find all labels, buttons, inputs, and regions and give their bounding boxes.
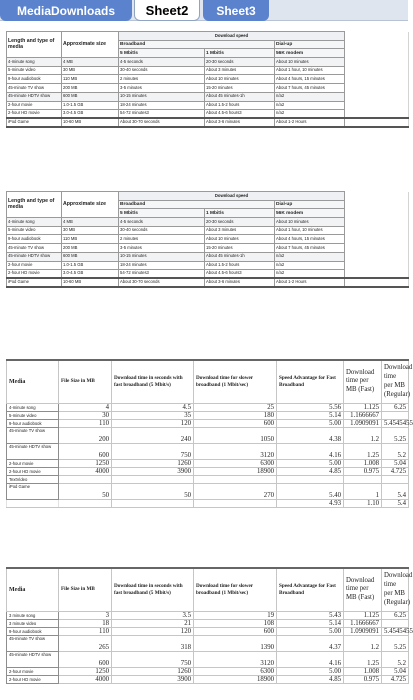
- cell-file-size: 110: [59, 627, 112, 635]
- cell-fast-per-mb: 1.2: [344, 635, 382, 651]
- cell-fast-per-mb: 1.1666667: [344, 619, 382, 627]
- cell-speed-advantage: 5.14: [277, 411, 344, 419]
- cell-fast-per-mb: 1.1666667: [344, 411, 382, 419]
- cell-slow-time: 1390: [194, 635, 277, 651]
- table-row: [7, 110, 409, 119]
- cell-file-size: 265: [59, 635, 112, 651]
- cell-slow-time: 108: [194, 619, 277, 627]
- cell-media: 2-hour HD movie: [7, 675, 59, 683]
- cell-speed-advantage: 4.38: [277, 427, 344, 443]
- cell-media: 45-minute HDTV show: [7, 651, 59, 667]
- cell-media: 2-hour movie: [7, 459, 59, 467]
- cell-size: 4 MB: [62, 218, 119, 227]
- table-row: [7, 403, 409, 411]
- cell-1mbit: 15-20 minutes: [205, 84, 275, 93]
- header-regular-per-mb: Download time per MB (Regular): [382, 360, 409, 403]
- table-row: [7, 218, 409, 227]
- cell-speed-advantage: 5.56: [277, 403, 344, 411]
- cell-empty: [345, 84, 409, 93]
- cell-empty: [345, 226, 409, 235]
- cell-size: 110 MB: [62, 75, 119, 84]
- cell-size: 3.0-4.5 GB: [62, 270, 119, 279]
- header-media: Media: [7, 568, 59, 611]
- cell-file-size: 4000: [59, 467, 112, 475]
- cell-fast-time: 120: [112, 627, 194, 635]
- cell-speed-advantage: 4.37: [277, 635, 344, 651]
- header-1mbit: 1 Mbit/s: [205, 49, 275, 58]
- cell-1mbit: About 1.5-2 hours: [205, 101, 275, 110]
- cell-fast-per-mb: 1.0909091: [344, 419, 382, 427]
- cell-fast-per-mb: 1.2: [344, 427, 382, 443]
- cell-media: 4-minute song: [7, 58, 62, 67]
- cell-media: 4-minute song: [7, 403, 59, 411]
- table-row: [7, 235, 409, 244]
- table-row: [7, 84, 409, 93]
- cell-5mbit: 30-40 seconds: [119, 66, 205, 75]
- cell-size: 600 MB: [62, 92, 119, 101]
- cell-slow-time: 3120: [194, 443, 277, 459]
- cell-fast-time: 21: [112, 619, 194, 627]
- table-row: [7, 651, 409, 667]
- header-5mbit: 5 Mbit/s: [119, 49, 205, 58]
- header-broadband: Broadband: [119, 40, 275, 49]
- cell-56k: About 7 hours, 45 minutes: [275, 84, 345, 93]
- cell-5mbit: 3-5 minutes: [119, 84, 205, 93]
- calculation-table-2: [6, 567, 413, 684]
- cell-empty: [345, 218, 409, 227]
- cell-5mbit: 18-24 minutes: [119, 261, 205, 270]
- cell-media: 2-hour movie: [7, 667, 59, 675]
- cell-speed-advantage: 5.00: [277, 419, 344, 427]
- cell-5mbit: 4-5 seconds: [119, 218, 205, 227]
- cell-regular-per-mb: 6.25: [382, 611, 409, 619]
- cell-fast-per-mb: 1.125: [344, 403, 382, 411]
- cell-empty: [345, 101, 409, 110]
- cell-fast-per-mb: 1.25: [344, 443, 382, 459]
- cell-1mbit: About 3-6 minutes: [205, 278, 275, 287]
- cell-fast-time: 50: [112, 483, 194, 499]
- header-dialup: Dial-up: [275, 40, 345, 49]
- cell-1mbit: About 4.5-6 hours3: [205, 270, 275, 279]
- cell-56k: About 4 hours, 15 minutes: [275, 75, 345, 84]
- sheet-tab-bar: [0, 0, 408, 21]
- cell-56k: About 1-2 Hours: [275, 118, 345, 127]
- cell-5mbit: 10-15 minutes: [119, 252, 205, 261]
- cell-56k: n/a2: [275, 252, 345, 261]
- cell-empty: [345, 58, 409, 67]
- cell-size: 1.0-1.5 GB: [62, 261, 119, 270]
- table-row: [7, 252, 409, 261]
- cell-file-size: 50: [59, 483, 112, 499]
- cell-speed-advantage: [277, 475, 344, 483]
- cell-56k: About 1 hour, 10 minutes: [275, 66, 345, 75]
- cell-media: 9-hour audiobook: [7, 75, 62, 84]
- header-fast-time: Download time in seconds with fast broadband (5 Mbit/s): [112, 360, 194, 403]
- header-approx-size: Approximate size: [62, 192, 119, 218]
- table-row: [7, 427, 409, 443]
- cell-media: 2-hour movie: [7, 101, 62, 110]
- cell-media: 5-minute video: [7, 411, 59, 419]
- cell-regular-per-mb: 5.4545455: [382, 419, 409, 427]
- cell-empty: [345, 110, 409, 119]
- cell-regular-per-mb: 5.25: [382, 635, 409, 651]
- tab-sheet2[interactable]: Sheet2: [134, 0, 200, 21]
- header-download-speed: Download speed: [119, 192, 345, 201]
- cell-fast-per-mb: 0.975: [344, 467, 382, 475]
- cell-media: 5-minute video: [7, 226, 62, 235]
- cell-56k: n/a2: [275, 92, 345, 101]
- cell-media: 3 minute video: [7, 619, 59, 627]
- cell-empty: [345, 244, 409, 253]
- cell-fast-time: 750: [112, 443, 194, 459]
- cell-regular-per-mb: 6.25: [382, 403, 409, 411]
- cell-fast-per-mb: 1.125: [344, 611, 382, 619]
- cell-speed-advantage: 5.00: [277, 667, 344, 675]
- table-row: [7, 483, 409, 499]
- cell-size: 200 MB: [62, 84, 119, 93]
- header-approx-size: Approximate size: [62, 32, 119, 58]
- cell-file-size: 200: [59, 427, 112, 443]
- cell-size: 10-60 MB: [62, 278, 119, 287]
- cell-fast-time: 1260: [112, 667, 194, 675]
- cell-regular-per-mb: 4.725: [382, 467, 409, 475]
- table-row: [7, 66, 409, 75]
- cell-file-size: 1250: [59, 459, 112, 467]
- cell-empty: [345, 261, 409, 270]
- cell-media: 2-hour HD movie: [7, 110, 62, 119]
- cell-size: 30 MB: [62, 66, 119, 75]
- cell-fast-per-mb: 1.008: [344, 459, 382, 467]
- header-broadband: Broadband: [119, 200, 275, 209]
- header-slow-time: Download time for slower broadband (1 Mbit/sec): [194, 360, 277, 403]
- header-speed-advantage: Speed Advantage for Fast Broadband: [277, 360, 344, 403]
- cell-5mbit: 3-5 minutes: [119, 244, 205, 253]
- cell-file-size: 600: [59, 651, 112, 667]
- cell-fast-per-mb: [344, 475, 382, 483]
- cell-media: iPod Game: [7, 118, 62, 127]
- cell-media: 9-hour audiobook: [7, 235, 62, 244]
- cell-slow-time: 6300: [194, 667, 277, 675]
- cell-speed-advantage: 5.00: [277, 627, 344, 635]
- header-5mbit: 5 Mbit/s: [119, 209, 205, 218]
- cell-1mbit: About 45 minutes-1h: [205, 252, 275, 261]
- cell-1mbit: 20-30 seconds: [205, 218, 275, 227]
- cell-regular-per-mb: 5.2: [382, 651, 409, 667]
- cell-media: 45-minute HDTV show: [7, 252, 62, 261]
- cell-fast-time: 120: [112, 419, 194, 427]
- cell-empty: [345, 278, 409, 287]
- cell-file-size: 4000: [59, 675, 112, 683]
- cell-5mbit: 2 minutes: [119, 75, 205, 84]
- cell-56k: About 10 minutes: [275, 218, 345, 227]
- cell-regular-per-mb: 5.04: [382, 667, 409, 675]
- cell-media: 3 minute song: [7, 611, 59, 619]
- cell-slow-time: [194, 499, 277, 507]
- cell-56k: n/a2: [275, 270, 345, 279]
- cell-empty: [345, 235, 409, 244]
- cell-media: 45-minute TV show: [7, 427, 59, 443]
- cell-fast-per-mb: 0.975: [344, 675, 382, 683]
- table-row: [7, 619, 409, 627]
- cell-fast-per-mb: 1.25: [344, 651, 382, 667]
- table-row: [7, 261, 409, 270]
- cell-slow-time: 6300: [194, 459, 277, 467]
- cell-speed-advantage: 5.40: [277, 483, 344, 499]
- table-row: [7, 226, 409, 235]
- tab-mediadownloads[interactable]: MediaDownloads: [0, 0, 132, 21]
- cell-fast-per-mb: 1.10: [344, 499, 382, 507]
- cell-5mbit: 54-72 minutes3: [119, 270, 205, 279]
- cell-media: TextVideo: [7, 475, 59, 483]
- header-regular-per-mb: Download time per MB (Regular): [382, 568, 409, 611]
- header-56k: 56K modem: [275, 49, 345, 58]
- cell-size: 110 MB: [62, 235, 119, 244]
- cell-speed-advantage: 5.00: [277, 459, 344, 467]
- cell-media: 9-hour audiobook: [7, 627, 59, 635]
- cell-fast-per-mb: 1.0909091: [344, 627, 382, 635]
- cell-1mbit: 15-20 minutes: [205, 244, 275, 253]
- cell-5mbit: 4-5 seconds: [119, 58, 205, 67]
- cell-fast-time: 3900: [112, 467, 194, 475]
- cell-56k: About 10 minutes: [275, 58, 345, 67]
- cell-1mbit: 20-30 seconds: [205, 58, 275, 67]
- cell-fast-time: 1260: [112, 459, 194, 467]
- cell-empty: [345, 66, 409, 75]
- table-row: [7, 270, 409, 279]
- cell-fast-time: 4.5: [112, 403, 194, 411]
- cell-regular-per-mb: 5.25: [382, 427, 409, 443]
- table-row: [7, 635, 409, 651]
- cell-1mbit: About 1.5-2 hours: [205, 261, 275, 270]
- cell-slow-time: 270: [194, 483, 277, 499]
- cell-fast-time: 240: [112, 427, 194, 443]
- cell-file-size: 4: [59, 403, 112, 411]
- cell-5mbit: 18-24 minutes: [119, 101, 205, 110]
- cell-fast-time: 3900: [112, 675, 194, 683]
- cell-size: 30 MB: [62, 226, 119, 235]
- header-speed-advantage: Speed Advantage for Fast Broadband: [277, 568, 344, 611]
- cell-media: [7, 499, 59, 507]
- cell-size: 4 MB: [62, 58, 119, 67]
- cell-media: 45-minute HDTV show: [7, 443, 59, 459]
- header-dialup: Dial-up: [275, 200, 345, 209]
- cell-slow-time: 18900: [194, 467, 277, 475]
- cell-speed-advantage: 4.85: [277, 675, 344, 683]
- header-1mbit: 1 Mbit/s: [205, 209, 275, 218]
- cell-1mbit: About 10 minutes: [205, 235, 275, 244]
- header-slow-time: Download time for slower broadband (1 Mbit/sec): [194, 568, 277, 611]
- cell-1mbit: About 3 minutes: [205, 66, 275, 75]
- cell-media: iPod Game: [7, 483, 59, 499]
- cell-slow-time: 1050: [194, 427, 277, 443]
- cell-media: 9-hour audiobook: [7, 419, 59, 427]
- cell-56k: About 1 hour, 10 minutes: [275, 226, 345, 235]
- cell-slow-time: 3120: [194, 651, 277, 667]
- cell-file-size: 30: [59, 411, 112, 419]
- cell-media: 45-minute TV show: [7, 635, 59, 651]
- cell-slow-time: 600: [194, 627, 277, 635]
- cell-size: 600 MB: [62, 252, 119, 261]
- cell-regular-per-mb: 5.4: [382, 499, 409, 507]
- cell-56k: n/a2: [275, 101, 345, 110]
- cell-speed-advantage: 5.14: [277, 619, 344, 627]
- table-row: [7, 118, 409, 127]
- cell-file-size: [59, 499, 112, 507]
- cell-speed-advantage: 4.93: [277, 499, 344, 507]
- cell-speed-advantage: 5.43: [277, 611, 344, 619]
- table-row: [7, 92, 409, 101]
- reference-table-2: [6, 191, 409, 288]
- cell-size: 3.0-4.5 GB: [62, 110, 119, 119]
- cell-regular-per-mb: 5.04: [382, 459, 409, 467]
- header-fast-per-mb: Download time per MB (Fast): [344, 360, 382, 403]
- cell-56k: n/a2: [275, 261, 345, 270]
- cell-empty: [345, 118, 409, 127]
- cell-regular-per-mb: 5.4: [382, 483, 409, 499]
- header-media: Media: [7, 360, 59, 403]
- cell-1mbit: About 10 minutes: [205, 75, 275, 84]
- cell-fast-time: 35: [112, 411, 194, 419]
- cell-5mbit: About 30-70 seconds: [119, 118, 205, 127]
- cell-empty: [345, 75, 409, 84]
- cell-file-size: 18: [59, 619, 112, 627]
- cell-file-size: 110: [59, 419, 112, 427]
- cell-56k: About 7 hours, 45 minutes: [275, 244, 345, 253]
- cell-size: 10-60 MB: [62, 118, 119, 127]
- header-file-size: File Size in MB: [59, 568, 112, 611]
- cell-file-size: 1250: [59, 667, 112, 675]
- cell-regular-per-mb: [382, 475, 409, 483]
- cell-fast-time: [112, 499, 194, 507]
- table-row: [7, 58, 409, 67]
- table-row: [7, 611, 409, 619]
- table-row: [7, 675, 409, 683]
- cell-file-size: 3: [59, 611, 112, 619]
- table-row: [7, 475, 409, 483]
- cell-empty: [345, 270, 409, 279]
- calculation-table-1: [6, 359, 413, 508]
- cell-5mbit: 2 minutes: [119, 235, 205, 244]
- cell-speed-advantage: 4.85: [277, 467, 344, 475]
- cell-empty: [345, 252, 409, 261]
- cell-fast-time: [112, 475, 194, 483]
- table-row: [7, 75, 409, 84]
- cell-56k: n/a2: [275, 110, 345, 119]
- header-file-size: File Size in MB: [59, 360, 112, 403]
- table-row: [7, 627, 409, 635]
- cell-1mbit: About 3 minutes: [205, 226, 275, 235]
- cell-fast-time: 750: [112, 651, 194, 667]
- tab-sheet3[interactable]: Sheet3: [203, 0, 269, 21]
- cell-regular-per-mb: 5.4545455: [382, 627, 409, 635]
- cell-regular-per-mb: 4.725: [382, 675, 409, 683]
- table-row: [7, 411, 409, 419]
- cell-56k: About 4 hours, 15 minutes: [275, 235, 345, 244]
- table-row: [7, 101, 409, 110]
- header-fast-per-mb: Download time per MB (Fast): [344, 568, 382, 611]
- cell-size: 1.0-1.5 GB: [62, 101, 119, 110]
- cell-5mbit: 30-40 seconds: [119, 226, 205, 235]
- cell-slow-time: [194, 475, 277, 483]
- spreadsheet-grid: [0, 21, 413, 700]
- cell-regular-per-mb: [382, 619, 409, 627]
- cell-file-size: 600: [59, 443, 112, 459]
- cell-media: 45-minute TV show: [7, 244, 62, 253]
- cell-fast-per-mb: 1: [344, 483, 382, 499]
- cell-media: 4-minute song: [7, 218, 62, 227]
- cell-fast-per-mb: 1.008: [344, 667, 382, 675]
- cell-media: iPod Game: [7, 278, 62, 287]
- cell-slow-time: 25: [194, 403, 277, 411]
- cell-5mbit: 10-15 minutes: [119, 92, 205, 101]
- header-media-type: Length and type of media: [7, 192, 62, 218]
- cell-media: 45-minute HDTV show: [7, 92, 62, 101]
- table-row: [7, 443, 409, 459]
- cell-speed-advantage: 4.16: [277, 651, 344, 667]
- table-row: [7, 419, 409, 427]
- cell-fast-time: 3.5: [112, 611, 194, 619]
- table-row: [7, 467, 409, 475]
- cell-media: 5-minute video: [7, 66, 62, 75]
- cell-file-size: [59, 475, 112, 483]
- cell-slow-time: 18900: [194, 675, 277, 683]
- cell-1mbit: About 3-6 minutes: [205, 118, 275, 127]
- cell-5mbit: About 30-70 seconds: [119, 278, 205, 287]
- table-row: [7, 278, 409, 287]
- table-row: [7, 244, 409, 253]
- cell-media: 45-minute TV show: [7, 84, 62, 93]
- cell-1mbit: About 4.5-6 hours3: [205, 110, 275, 119]
- cell-slow-time: 180: [194, 411, 277, 419]
- cell-size: 200 MB: [62, 244, 119, 253]
- header-download-speed: Download speed: [119, 32, 345, 41]
- cell-56k: About 1-2 Hours: [275, 278, 345, 287]
- cell-regular-per-mb: 5.2: [382, 443, 409, 459]
- header-56k: 56K modem: [275, 209, 345, 218]
- cell-fast-time: 318: [112, 635, 194, 651]
- cell-regular-per-mb: [382, 411, 409, 419]
- cell-5mbit: 54-72 minutes3: [119, 110, 205, 119]
- cell-empty: [345, 92, 409, 101]
- cell-1mbit: About 45 minutes-1h: [205, 92, 275, 101]
- table-row: [7, 459, 409, 467]
- cell-media: 2-hour HD movie: [7, 270, 62, 279]
- cell-speed-advantage: 4.16: [277, 443, 344, 459]
- table-row: [7, 499, 409, 507]
- reference-table-1: [6, 31, 409, 128]
- header-fast-time: Download time in seconds with fast broadband (5 Mbit/s): [112, 568, 194, 611]
- cell-slow-time: 19: [194, 611, 277, 619]
- cell-media: 2-hour movie: [7, 261, 62, 270]
- table-row: [7, 667, 409, 675]
- cell-slow-time: 600: [194, 419, 277, 427]
- header-media-type: Length and type of media: [7, 32, 62, 58]
- cell-media: 2-hour HD movie: [7, 467, 59, 475]
